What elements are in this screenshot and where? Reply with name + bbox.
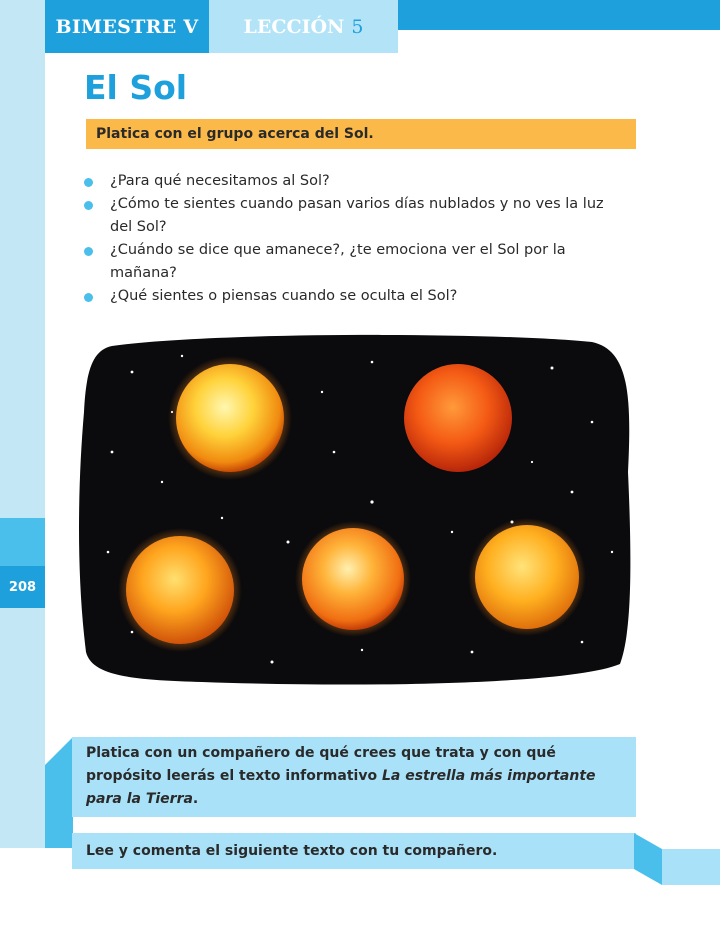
bimestre-label: BIMESTRE V bbox=[45, 0, 209, 53]
question-text: ¿Cuándo se dice que amanece?, ¿te emociona ver el Sol por la mañana? bbox=[110, 242, 566, 281]
lesson-label bbox=[209, 0, 398, 53]
box-fold-right bbox=[634, 833, 720, 885]
box-fold-left bbox=[45, 737, 73, 848]
header-band bbox=[398, 0, 720, 30]
left-margin-strip bbox=[0, 0, 45, 518]
read-instruction-box bbox=[72, 833, 636, 869]
read-instruction-text: Lee y comenta el siguiente texto con tu compañero. bbox=[86, 843, 498, 859]
bullet-icon bbox=[84, 293, 93, 302]
question-item bbox=[84, 170, 629, 193]
question-text: ¿Para qué necesitamos al Sol? bbox=[110, 173, 330, 189]
question-list bbox=[84, 170, 629, 308]
page-title: El Sol bbox=[84, 68, 188, 107]
bullet-icon bbox=[84, 247, 93, 256]
question-item bbox=[84, 193, 629, 239]
group-instruction-text: Platica con el grupo acerca del Sol. bbox=[96, 126, 374, 142]
bullet-icon bbox=[84, 201, 93, 210]
left-margin-strip-lower bbox=[0, 608, 45, 848]
lesson-number: 5 bbox=[351, 15, 364, 38]
page-number: 208 bbox=[0, 566, 45, 608]
question-text: ¿Qué sientes o piensas cuando se oculta el Sol? bbox=[110, 288, 458, 304]
question-item bbox=[84, 239, 629, 285]
left-margin-accent bbox=[0, 518, 45, 566]
question-text: ¿Cómo te sientes cuando pasan varios días nublados y no ves la luz del Sol? bbox=[110, 196, 604, 235]
question-item bbox=[84, 285, 629, 308]
activity-text-end: . bbox=[192, 791, 199, 807]
group-instruction-bar bbox=[86, 119, 636, 149]
lesson-word: LECCIÓN bbox=[243, 15, 345, 38]
suns-illustration bbox=[72, 332, 632, 692]
activity-text: Platica con un compañero de qué crees que trata y con qué propósito leerás el texto informativo bbox=[86, 745, 556, 784]
activity-box bbox=[72, 737, 636, 817]
bullet-icon bbox=[84, 178, 93, 187]
reading-title: La estrella más importante para la Tierra bbox=[86, 768, 596, 807]
